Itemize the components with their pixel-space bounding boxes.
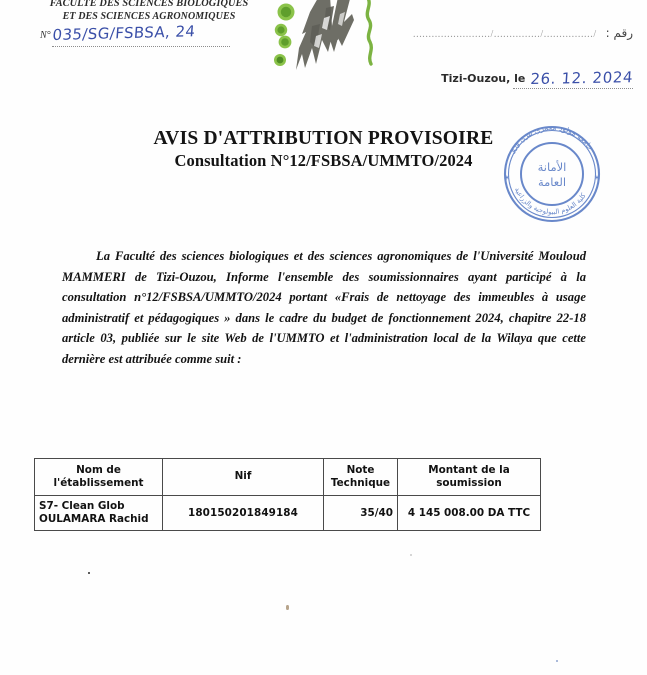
column-header-nom-line-1: Nom de [76,463,121,476]
scan-artifact [286,605,289,610]
table-row [35,496,541,531]
svg-text:جامعة مولود معمري تيزي وزو: جامعة مولود معمري تيزي وزو [507,122,596,154]
notice-title-block [0,128,647,170]
svg-text:كلية العلوم البيولوجية والزراع: كلية العلوم البيولوجية والزراعية [512,186,588,217]
column-header-montant [398,459,541,496]
table-body [35,496,541,531]
column-header-nif [163,459,324,496]
cell-note-technique: 35/40 [324,496,398,531]
column-header-nom-line-2: l'établissement [53,477,144,489]
column-header-nif-label: Nif [234,470,252,483]
cell-nif: 180150201849184 [163,496,324,531]
cell-montant-soumission: 4 145 008.00 DA TTC [398,496,541,531]
date-handwritten-value: 26. 12. 2024 [530,68,635,89]
faculty-header [34,0,264,23]
cell-nom-line-2: OULAMARA Rachid [39,513,149,525]
column-header-note-line-2: Technique [330,477,391,489]
svg-text:✶: ✶ [504,174,510,182]
scan-artifact [410,554,412,556]
notice-body-paragraph: La Faculté des sciences biologiques et des sciences agronomiques de l'Université Mouloud MAMMERI de Tizi-Ouzou, Informe l'ensemble des soumissionnaires ayant participé à la consultation n°12/FSBSA/UMMTO/2024 portant «Frais de nettoyage des immeubles à usage administratif et pédagogiques » dans le cadre du budget de fonctionnement 2024, chapitre 22-18 article 03, publiée sur le site Web de l'UMMTO et l'administration local de la Wilaya que cette dernière est attribuée comme suit : [62,249,586,366]
column-header-montant-line-2: soumission [436,477,502,489]
faculty-name-line-2: ET DES SCIENCES AGRONOMIQUES [62,10,236,22]
table-header [35,459,541,496]
svg-text:✶: ✶ [594,174,600,182]
arabic-reference-row [413,26,633,40]
column-header-nom-etablissement [35,459,163,496]
attribution-table [34,458,541,531]
column-header-note-line-1: Note [346,463,375,476]
table-header-row [35,459,541,496]
column-header-note-technique [324,459,398,496]
svg-text:العامة: العامة [537,175,567,189]
arabic-number-dots: /................/.............../......................... [413,29,597,40]
scan-artifact [556,660,558,662]
reference-number-row [40,22,240,45]
faculty-name-line-1: FACULTE DES SCIENCES BIOLOGIQUES [49,0,249,9]
place-date-row [441,68,635,89]
place-date-label: Tizi-Ouzou, le [441,72,526,85]
page-subtitle: Consultation N°12/FSBSA/UMMTO/2024 [174,151,473,170]
column-header-montant-line-1: Montant de la [428,463,510,476]
page-title: AVIS D'ATTRIBUTION PROVISOIRE [153,128,494,149]
scan-artifact [88,572,90,574]
svg-text:الأمانة: الأمانة [537,160,567,174]
reference-dotted-line [52,46,230,47]
ummto-faculty-logo-icon [272,0,382,74]
cell-nom-line-1: S7- Clean Glob [39,499,125,512]
reference-handwritten-value: 035/SG/FSBSA, 24 [51,22,196,45]
reference-label: N° [40,30,51,41]
arabic-number-label: رقم : [605,26,633,40]
date-dotted-line [513,88,633,89]
cell-nom-etablissement [35,496,163,531]
